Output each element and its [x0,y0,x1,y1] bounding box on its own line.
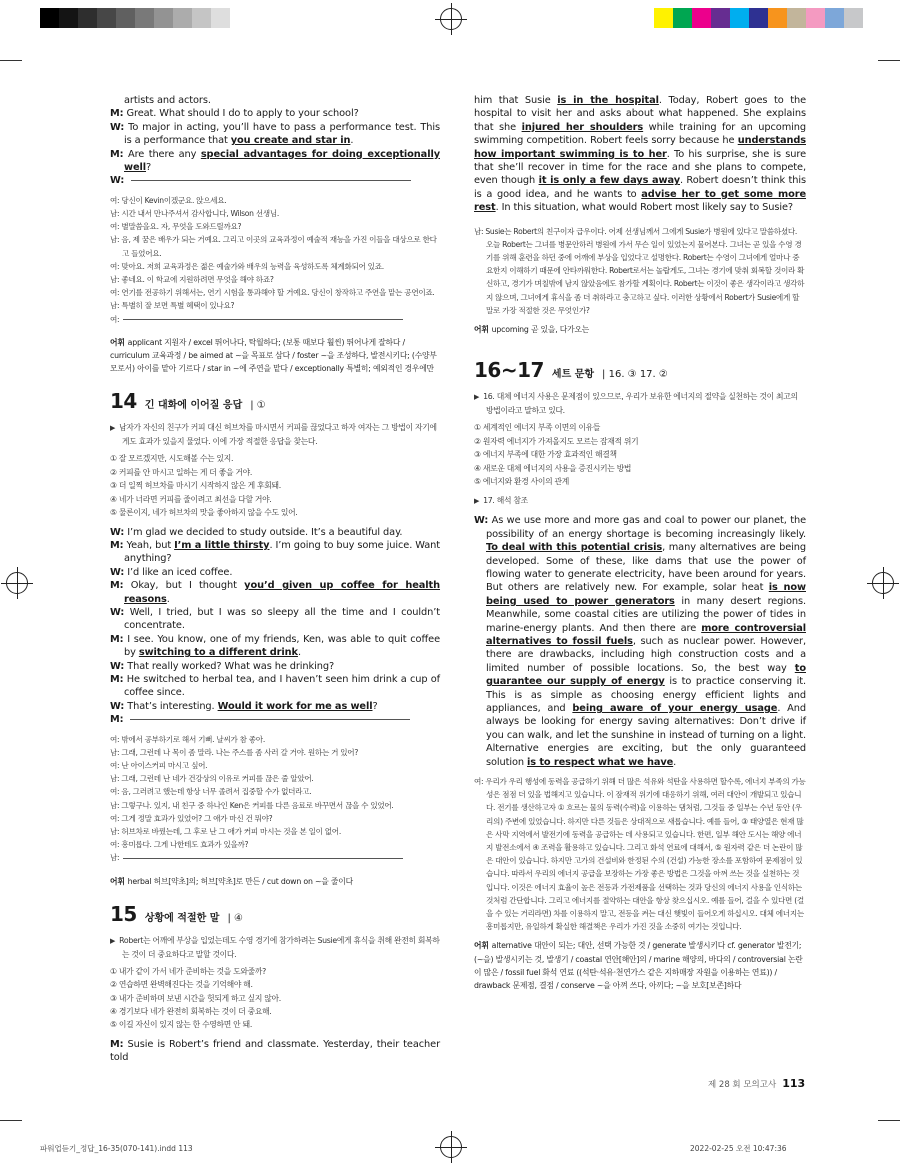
speaker: M: [110,539,124,551]
line-text: ? [146,162,152,174]
crop-mark [0,60,22,61]
key-phrase: being aware of your energy usage [572,703,778,714]
color-swatch [844,8,863,28]
color-swatch [154,8,173,28]
option-item: ③ 에너지 부족에 대한 가장 효과적인 해결책 [474,450,617,460]
section-answer: | ④ [227,912,243,924]
speaker: W: [110,121,125,133]
dialog-line [110,673,440,700]
section-answer: | ① [250,400,266,412]
section-title: 긴 대화에 이어질 응답 [144,400,243,412]
key-phrase: more controversial alternatives to fossil fuels [486,622,806,647]
key-phrase: switching to a different drink [138,647,298,659]
color-swatch [192,8,211,28]
section-15-prompt: ▶ Robert는 어깨에 부상을 입었는데도 수영 경기에 참가하려는 Susie에게 휴식을 취해 완전히 회복하는 것이 더 중요하다고 말할 것이다. [110,934,440,961]
key-phrase: understands how important swimming is to her [474,135,806,160]
key-phrase: is now being used to power generators [486,582,806,607]
section-14-prompt: ▶ 남자가 자신의 친구가 커피 대신 허브차를 마시면서 커피를 끊었다고 하자 여자는 그 방법이 자기에게도 효과가 있을지 물었다. 이에 가장 적절한 응답을 찾는다. [110,421,440,448]
line-text: Okay, but I thought [130,580,245,592]
translation-text: 여: 그게 정말 효과가 있었어? 그 애가 마신 건 뭐야? [110,813,273,823]
section-15-options [110,965,440,1032]
vocab-tag: 어휘 [110,337,125,347]
translation-text: 남: 음, 제 꿈은 배우가 되는 거예요. 그리고 이곳의 교육과정이 예술적 재능을 가진 이들을 대상으로 한다고 들었어요. [110,235,437,258]
color-swatch [749,8,768,28]
line-text: I see. You know, one of my friends, Ken, was able to quit coffee by [124,633,441,659]
key-phrase: To deal with this potential crisis [486,542,663,554]
translation-text: 남: [110,853,120,863]
translation-line [110,233,440,259]
line-text: He switched to herbal tea, and I haven’t seen him drink a cup of coffee since. [124,673,441,699]
script-text: , such as nuclear power. However, there are drawbacks, including high construction costs and a limited number of possible locations. So, the best way [486,635,806,674]
translation-line [110,772,440,785]
line-text: Great. What should I do to apply to your school? [126,108,359,120]
translation-line [110,785,440,798]
color-swatch [211,8,230,28]
speaker: M: [110,1038,124,1050]
script-text: . Robert doesn’t think this is a good idea, and he wants to [474,175,806,200]
translation-line [110,194,440,207]
answer-blank [131,180,411,181]
crop-mark [878,60,900,61]
dialog-line [110,539,440,566]
color-swatch [825,8,844,28]
speaker: W: [110,700,125,712]
speaker: M: [110,148,124,160]
speaker: W: [110,566,125,578]
translation-text: 여: 연기를 전공하기 위해서는, 연기 시험을 통과해야 할 거예요. 당신이 창작하고 주연을 맡는 공연이죠. [110,288,435,298]
dialog-line [110,633,440,660]
dialog-13 [110,94,440,188]
translation-line [110,286,440,299]
line-text: ? [372,700,378,712]
section-17-prompt: ▶ 17. 해석 참조 [474,494,806,508]
script-text: As we use more and more gas and coal to power our planet, the possibility of an energy shortage is becoming increasingly likely. [486,515,807,540]
section-15-script-start [110,1038,440,1065]
color-swatch [692,8,711,28]
translation-text: 여: 당신이 Kevin이겠군요. 앉으세요. [110,195,227,205]
translation-text: 남: 허브차로 바꿨는데, 그 후로 난 그 애가 커피 마시는 것을 본 일이 없어. [110,827,341,837]
translation-line [110,812,440,825]
answer-blank [123,319,403,320]
page-number [708,1077,805,1090]
translation-line [110,746,440,759]
translation-line [110,299,440,312]
option-item: ③ 내가 준비하며 보낸 시간을 헛되게 하고 싶지 않아. [110,993,281,1003]
script-text: , many alternatives are being developed. Some of these, like dams that use the power of flowing water to generate electricity, have been around for years. But others are relatively new. For example, solar heat [486,542,806,594]
line-text: artists and actors. [124,95,211,106]
option-item: ⑤ 이길 자신이 있지 않는 한 수영하면 안 돼. [110,1020,253,1030]
speaker: W: [110,660,125,672]
translation-line [110,273,440,286]
key-phrase: is to respect what we have [527,756,674,768]
registration-mark-top [440,8,462,30]
section-title: 상황에 적절한 말 [144,912,220,924]
vocab-15 [474,323,806,336]
speaker: W: [110,175,125,187]
translation-line [110,220,440,233]
color-swatch [730,8,749,28]
korean-translation-14 [110,733,440,865]
option-item: ⑤ 물론이지, 네가 허브차의 맛을 좋아하지 않을 수도 있어. [110,508,298,518]
speaker: M: [110,108,124,120]
translation-line [110,759,440,772]
section-title: 세트 문항 [551,369,595,381]
color-swatch [654,8,673,28]
dialog-line [110,148,440,175]
color-swatch [135,8,154,28]
color-swatch [40,8,59,28]
translation-text: 남: 그래, 그런데 나 목이 좀 말라. 나는 주스를 좀 사러 갈 거야. 원하는 거 있어? [110,747,359,757]
key-phrase: injured her shoulders [521,121,644,133]
grayscale-color-bar [40,8,230,28]
vocab-16-17 [474,939,806,992]
translation-line [110,313,440,326]
option-item: ② 커피를 안 마시고 일하는 게 더 좋을 거야. [110,467,253,477]
korean-translation-13 [110,194,440,326]
dialog-line [110,566,440,579]
section-number: 14 [110,389,137,414]
korean-translation-16-17 [474,775,806,933]
korean-translation-15 [474,225,806,317]
color-swatch [173,8,192,28]
script-text: him that Susie [474,95,558,106]
monologue-16-17 [474,514,806,769]
option-item: ① 세계적인 에너지 부족 이면의 이유들 [474,423,601,433]
dialog-line [110,526,440,539]
dialog-line [110,579,440,606]
script-text: in many desert regions. Meanwhile, some coastal cities are utilizing the power of tides in marine-energy plants. And then there are [486,595,806,634]
section-16-17-header [474,358,806,382]
option-item: ③ 더 일찍 허브차를 마시기 시작하지 않은 게 후회돼. [110,481,281,491]
option-item: ① 내가 같이 가서 네가 준비하는 것을 도와줄까? [110,966,266,976]
translation-text: 남: Susie는 Robert의 친구이자 급우이다. 어제 선생님께서 그에게 Susie가 병원에 있다고 말씀하셨다. 오늘 Robert는 그녀를 병문안하러 병원에 가서 무슨 일이 있었는지 물어본다. 그녀는 곧 있을 수영 경기를 위해 훈련을 하던 중에 어깨에 부상을 입었다고 설명한다. Robert는 수영이 그녀에게 얼마나 중요한지 이해하기 때문에 안타까워한다. Robert로서는 놀랍게도, 그녀는 경기에 맞춰 회복할 것이라 확신하고, 경기가 며칠밖에 남지 않았음에도 참가할 계획이다. Robert는 이것이 좋은 생각이라고 생각하지 않으며, 그녀에게 휴식을 좀 더 취하라고 충고하고 싶다. 이러한 상황에서 Robert가 Susie에게 할 말로 가장 적절한 것은 무엇인가? [474,226,805,315]
section-answer: | 16. ③ 17. ② [602,369,668,381]
option-item: ④ 새로운 대체 에너지의 사용을 증진시키는 방법 [474,463,632,473]
color-swatch [711,8,730,28]
key-phrase: it is only a few days away [538,175,680,187]
line-text: I’m glad we decided to study outside. It’s a beautiful day. [127,526,403,538]
option-item: ⑤ 에너지와 환경 사이의 관계 [474,476,569,486]
key-phrase: to guarantee our supply of energy [486,662,806,688]
color-swatch [863,8,882,28]
translation-text: 남: 좋네요. 이 학교에 지원하려면 무엇을 해야 하죠? [110,275,274,285]
translation-text: 여: 맞아요. 저희 교육과정은 젊은 예술가와 배우의 능력을 육성하도록 체계화되어 있죠. [110,261,384,271]
registration-mark-bottom [440,1136,462,1158]
registration-mark-right [872,572,894,594]
dialog-line [110,174,440,187]
color-swatch [806,8,825,28]
vocab-text: herbal 허브[약초]의; 허브[약초]로 만든 / cut down on ~을 줄이다 [127,876,353,886]
vocab-13 [110,336,440,376]
line-text: . I’m going to buy some juice. Want anything? [124,539,440,565]
section-14-options [110,452,440,519]
line-text: . [350,135,354,147]
vocab-tag: 어휘 [110,876,125,886]
script-text: Susie is Robert’s friend and classmate. Yesterday, their teacher told [110,1038,440,1064]
footer-filename: 파워업듣기_정답_16-35(070-141).indd 113 [40,1144,193,1153]
footer-date: 2022-02-25 오전 10:47:36 [690,1144,787,1153]
key-phrase: you create and star in [230,135,351,147]
speaker: W: [110,526,125,538]
line-text: . [166,593,170,605]
key-phrase: Would it work for me as well [217,700,373,712]
line-text: Well, I tried, but I was so sleepy all the time and I couldn’t concentrate. [124,606,441,632]
color-swatch [673,8,692,28]
translation-text: 여: 별말씀을요. 자, 무엇을 도와드릴까요? [110,222,242,232]
option-item: ② 연습하면 완벽해진다는 것을 기억해야 해. [110,980,253,990]
translation-line [110,851,440,864]
section-14-header [110,389,440,413]
section-number: 16~17 [474,358,544,383]
right-column [474,94,806,992]
translation-line [110,838,440,851]
color-swatch [78,8,97,28]
color-swatch [97,8,116,28]
dialog-line [110,713,440,726]
translation-line [110,207,440,220]
script-text: . In this situation, what would Robert most likely say to Susie? [495,202,794,214]
script-text: . And always be looking for energy saving alternatives: Don’t drive if you can walk, and let the sunshine in instead of turning on a light. Alternative energies are exciting, but the only guaranteed solution [486,703,806,768]
script-text: . [673,756,677,768]
color-swatch [116,8,135,28]
section-15-script-continued [474,94,806,215]
translation-text: 남: 시간 내서 만나주셔서 감사합니다, Wilson 선생님. [110,209,279,219]
left-column [110,94,440,1065]
vocab-tag: 어휘 [474,325,489,335]
vocab-text: applicant 지원자 / excel 뛰어나다, 탁월하다; (보통 때보다 훨씬) 뛰어나게 잘하다 / curriculum 교육과정 / be aimed at ~을 목표로 삼다 / foster ~을 조성하다, 발전시키다; (수양부모로서) 아이를 맡아 기르다 / star in ~에 주연을 맡다 / exceptionally 특별히; 예외적인 경우에만 [110,337,437,374]
script-text: while training for an upcoming swimming competition. Robert feels sorry because he [474,121,806,147]
line-text: Yeah, but [126,539,175,551]
vocab-14 [110,875,440,888]
cmyk-color-bar [654,8,882,28]
speaker: W: [474,515,489,527]
speaker: M: [110,673,124,685]
dialog-line [110,94,440,107]
color-swatch [768,8,787,28]
translation-text: 여: 흥미롭다. 그게 나한테도 효과가 있을까? [110,840,249,850]
answer-blank [123,858,403,859]
option-item: ① 잘 모르겠지만, 시도해볼 수는 있지. [110,454,234,464]
dialog-line [110,660,440,673]
translation-text: 남: 그래, 그런데 난 네가 건강상의 이유로 커피를 끊은 줄 알았어. [110,774,314,784]
page-label: 제 28 회 모의고사 [708,1080,777,1090]
speaker: W: [110,606,125,618]
line-text: That’s interesting. [127,700,218,712]
script-text: is to practice conserving it. This is as simple as choosing energy efficient lights and appliances, and [486,676,806,714]
translation-text: 여: 우리가 우리 행성에 동력을 공급하기 위해 더 많은 석유와 석탄을 사용하면 할수록, 에너지 부족의 가능성은 점점 더 있을 법해지고 있습니다. 이 잠재적 위기에 대응하기 위해, 여러 대안이 개발되고 있습니다. 전기를 생산하고자 ① 흐르는 물의 동력(수력)을 이용하는 댐처럼, 그것들 중 일부는 수년 동안 (우리의) 주변에 있었습니다. 하지만 다른 것들은 상대적으로 새롭습니다. 예를 들어, ③ 태양열은 현재 많은 사막 지역에서 발전기에 동력을 공급하는 데 사용되고 있습니다. 한편, 일부 해안 도시는 해양 에너지 발전소에서 ④ 조력을 활용하고 있습니다. 그리고 화석 연료에 대해서, ⑤ 원자력 같은 더 논란이 많은 대안이 있습니다. 하지만 고가의 건설비와 한정된 수의 (건설) 가능한 장소를 포함하여 문제점이 있습니다. 따라서 우리의 에너지 공급을 보장하는 가장 좋은 방법은 그것을 아껴 쓰는 것을 실천하는 것입니다. 이것은 에너지 효율이 높은 전등과 가전제품을 선택하는 것과 당신의 에너지 사용을 인식하는 것처럼 간단합니다. 그리고 에너지를 절약하는 대안을 항상 찾으십시오. 예를 들어, 걸을 수 있다면 (걸을 수 있는 거리라면) 차를 이용하지 말고, 전등을 켜는 대신 햇빛이 들어오게 하십시오. 대체 에너지는 흥미롭지만, 유일하게 확실한 해결책은 우리가 가진 것을 소중히 여기는 것입니다. [474,777,806,932]
section-16-prompt: ▶ 16. 대체 에너지 사용은 문제점이 있으므로, 우리가 보유한 에너지의 절약을 실천하는 것이 최고의 방법이라고 말하고 있다. [474,390,806,417]
dialog-14 [110,526,440,727]
vocab-text: upcoming 곧 있을, 다가오는 [491,325,590,335]
key-phrase: is in the hospital [557,95,659,106]
translation-line [110,733,440,746]
page-number-value: 113 [782,1077,806,1090]
line-text: . [297,647,301,659]
line-text: Are there any [127,148,201,160]
translation-line [110,825,440,838]
script-text: . To his surprise, she is sure that she’ll recover in time for the race and she plans to compete, even though [474,148,806,187]
registration-mark-left [6,572,28,594]
translation-text: 여: 음, 그러려고 했는데 항상 너무 졸려서 집중할 수가 없더라고. [110,787,312,797]
line-text: I’d like an iced coffee. [127,566,233,578]
speaker: M: [110,633,124,645]
key-phrase: you’d given up coffee for health reasons [124,580,441,605]
key-phrase: advise her to get some more rest [474,188,807,214]
answer-blank [130,719,410,720]
section-16-options [474,421,806,488]
color-swatch [787,8,806,28]
translation-text: 남: 그렇구나. 있지, 내 친구 중 하나인 Ken은 커피를 다른 음료로 바꾸면서 끊을 수 있었어. [110,800,394,810]
translation-text: 여: [110,314,120,324]
script-text: . Today, Robert goes to the hospital to visit her and asks about what happened. She explains that she [474,95,806,133]
crop-mark [878,1120,900,1121]
line-text: That really worked? What was he drinking? [127,660,335,672]
option-item: ④ 네가 너라면 커피를 줄이려고 최선을 다할 거야. [110,494,272,504]
section-15-header [110,902,440,926]
dialog-line [110,606,440,633]
speaker: M: [110,714,124,726]
crop-mark [0,1120,22,1121]
key-phrase: special advantages for doing exceptionally well [124,148,440,174]
translation-text: 여: 밖에서 공부하기로 해서 기뻐. 날씨가 참 좋아. [110,734,265,744]
section-number: 15 [110,901,137,926]
translation-line [110,799,440,812]
dialog-line [110,700,440,713]
vocab-text: alternative 대안이 되는; 대안, 선택 가능한 것 / generate 발생시키다 cf. generator 발전기; (~을) 발생시키는 것, 발생기 / coastal 연안[해안]의 / marine 해양의, 바다의 / controversial 논란이 많은 / fossil fuel 화석 연료 ((석탄·석유·천연가스 같은 지하매장 자원을 이용하는 연료)) / drawback 문제점, 결점 / conserve ~을 아껴 쓰다, 아끼다; ~을 보호[보존]하다 [474,941,803,991]
vocab-tag: 어휘 [474,941,489,951]
dialog-line [110,121,440,148]
color-swatch [59,8,78,28]
translation-line [110,260,440,273]
option-item: ② 원자력 에너지가 가져올지도 모르는 잠재적 위기 [474,436,639,446]
option-item: ④ 경기보다 네가 완전히 회복하는 것이 더 중요해. [110,1007,272,1017]
translation-text: 남: 특별히 잘 보면 특별 혜택이 있나요? [110,301,235,311]
speaker: M: [110,580,124,592]
dialog-line [110,107,440,120]
line-text: To major in acting, you’ll have to pass a performance test. This is a performance that [124,121,440,147]
translation-text: 여: 난 아이스커피 마시고 싶어. [110,761,208,771]
key-phrase: I’m a little thirsty [174,539,270,551]
